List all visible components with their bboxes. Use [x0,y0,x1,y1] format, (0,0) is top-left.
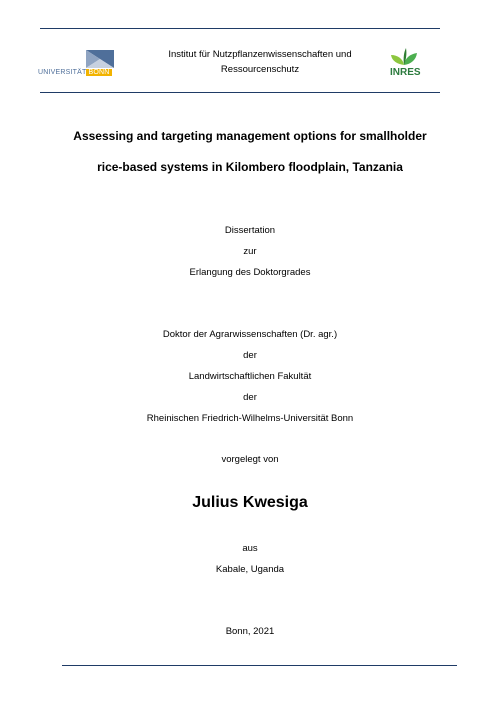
vorgelegt-label: vorgelegt von [221,454,279,465]
der-label-2: der [243,392,257,403]
university-label: Rheinischen Friedrich-Wilhelms-Universität Bonn [146,413,354,424]
inres-logo-text: INRES [390,67,421,78]
title-line-1: Assessing and targeting management options for smallholder [73,129,427,143]
birthplace-label: Kabale, Uganda [215,564,285,575]
sprout-icon [384,46,424,66]
dissertation-label: Dissertation [224,225,276,236]
author-name: Julius Kwesiga [192,494,308,511]
bonn-logo-text: UNIVERSITÄT BONN [38,69,110,76]
institute-line-2: Ressourcenschutz [220,64,300,75]
dissertation-title [20,121,480,183]
top-rule [40,28,440,29]
der-label-1: der [243,350,257,361]
erlangung-label: Erlangung des Doktorgrades [189,267,311,278]
faculty-label: Landwirtschaftlichen Fakultät [188,371,312,382]
header-rule [40,92,440,93]
university-bonn-logo [38,48,118,80]
bottom-rule [62,665,457,666]
institute-line-1: Institut für Nutzpflanzenwissenschaften und [168,49,352,60]
bonn-emblem-icon [38,48,118,70]
inres-logo [384,46,424,82]
zur-label: zur [243,246,257,257]
degree-label: Doktor der Agrarwissenschaften (Dr. agr.) [162,329,338,340]
institute-name [140,47,380,77]
title-line-2: rice-based systems in Kilombero floodplain, Tanzania [97,160,403,174]
aus-label: aus [242,543,258,554]
place-date-label: Bonn, 2021 [225,626,275,637]
